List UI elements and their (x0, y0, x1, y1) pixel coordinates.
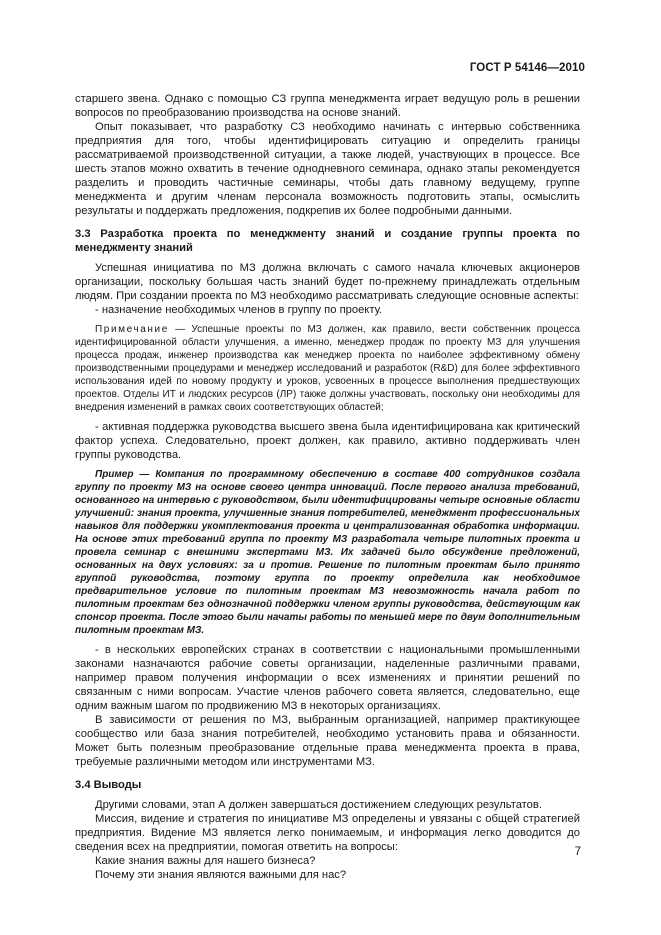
paragraph: Успешная инициатива по МЗ должна включать с самого начала ключевых акционеров организации, поскольку большая часть знаний будет по-прежнему принадлежать отдельным людям. При создании проекта по МЗ необходимо рассматривать следующие основные аспекты: (75, 262, 580, 302)
example-text: — Компания по программному обеспечению в составе 400 сотрудников создала группу по проекту МЗ на основе своего центра инноваций. После первого анализа требований, основанного на интервью с руководством, были идентифицированы четыре основные области улучшений: знания проекта, улучшенные знания потребителей, менеджмент профессиональных навыков для поддержки укомплектования проекта и централизованная обработка информации. На основе этих требований группа по проекту МЗ разработала четыре пилотных проекта и провела семинар с внешними экспертами МЗ. Их задачей было обсуждение предложений, основанных на двух условиях: за и против. Решение по пилотным проектам было принято группой руководства, поэтому группа по проекту определила как необходимое предварительное условие по пилотным проектам МЗ невозможность начала работ по пилотным проектам без однозначной поддержки членом группы руководства, действующим как спонсор проекта. После этого были начаты работы по меньшей мере по двум дополнительным пилотным проектам МЗ. (75, 469, 580, 636)
section-heading-3-3: 3.3 Разработка проекта по менеджменту знаний и создание группы проекта по менеджменту знаний (75, 228, 580, 254)
note-text: — Успешные проекты по МЗ должен, как правило, вести собственник процесса идентифицированной области улучшения, а именно, менеджер продаж по проекту МЗ для улучшения процесса продаж, инженер производства как менеджер проекта по наиболее эффективному обмену производственными процедурами и менеджер исследований и разработок (R&D) для более эффективного использования идей по новому продукту и уроков, усвоенных в процессе выполнения предшествующих проектов. Отделы ИТ и людских ресурсов (ЛР) также должны участвовать, поскольку они необходимы для внедрения изменений в рамках своих соответствующих областей; (75, 324, 580, 413)
list-item: - активная поддержка руководства высшего звена была идентифицирована как критический фактор успеха. Следовательно, проект должен, как правило, активно поддерживать член группы руководства. (75, 421, 580, 461)
standard-header: ГОСТ Р 54146—2010 (469, 62, 585, 74)
note (75, 323, 580, 414)
example-label: Пример (95, 469, 134, 480)
page-number: 7 (574, 846, 581, 858)
page-body (75, 92, 580, 882)
question: Какие знания важны для нашего бизнеса? (95, 855, 316, 867)
paragraph: старшего звена. Однако с помощью СЗ группа менеджмента играет ведущую роль в решении вопросов по преобразованию производства на основе знаний. (75, 93, 580, 119)
paragraph: В зависимости от решения по МЗ, выбранным организацией, например практикующее сообщество или база знания потребителей, необходимо установить права и обязанности. Может быть полезным преобразование отдельные права менеджмента проекта в права, требуемые различными методом или инструментами МЗ. (75, 714, 580, 768)
paragraph: Опыт показывает, что разработку СЗ необходимо начинать с интервью собственника предприятия для того, чтобы идентифицировать ситуацию и определить границы рассматриваемой производственной ситуации, а также людей, участвующих в процессе. Все шесть этапов можно охватить в течение однодневного семинара, однако этапы рекомендуется разделить и проводить частичные семинары, чтобы дать главному ведущему, группе менеджмента и другим членам персонала возможность подготовить этапы, осмыслить результаты и поддержать предложения, подкрепив их более подробными данными. (75, 121, 580, 217)
list-item: - назначение необходимых членов в группу по проекту. (95, 304, 383, 316)
list-item: - в нескольких европейских странах в соответствии с национальными промышленными законами назначаются рабочие советы организации, наделенные различными правами, например правом получения информации о всех изменениях и принятии решений по связанным с ними вопросам. Участие членов рабочего совета является, следовательно, еще одним важным шагом по продвижению МЗ в некоторых организациях. (75, 644, 580, 712)
note-label: Примечание (95, 324, 169, 335)
question: Почему эти знания являются важными для нас? (95, 869, 347, 881)
example (75, 468, 580, 637)
paragraph: Другими словами, этап А должен завершаться достижением следующих результатов. (95, 799, 542, 811)
paragraph: Миссия, видение и стратегия по инициативе МЗ определены и увязаны с общей стратегией предприятия. Видение МЗ является легко понимаемым, и информация легко доводится до сведения всех на предприятии, помогая ответить на вопросы: (75, 813, 580, 853)
section-heading-3-4: 3.4 Выводы (75, 779, 142, 791)
